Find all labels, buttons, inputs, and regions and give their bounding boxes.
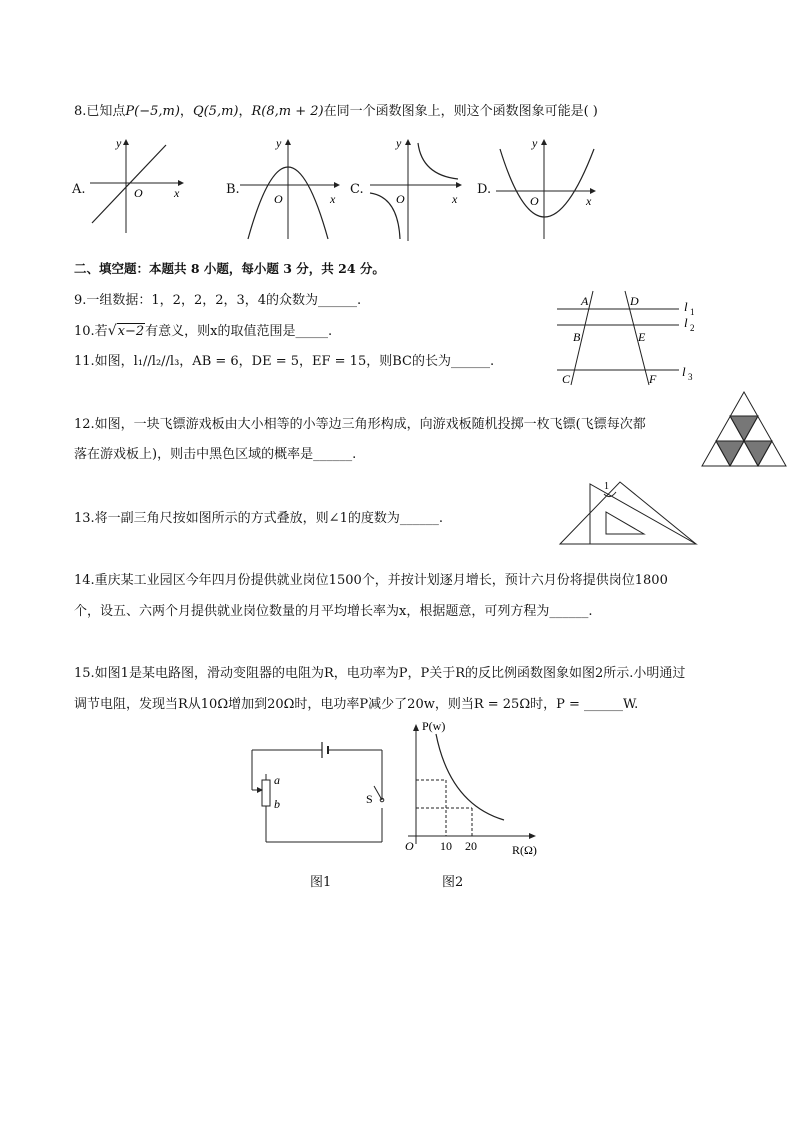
graph-origin-label: O <box>405 839 414 853</box>
q8-suffix: 在同一个函数图象上，则这个函数图象可能是( ) <box>323 104 598 119</box>
a-x-label: x <box>174 186 180 200</box>
q12-line2: 落在游戏板上)，则击中黑色区域的概率是______. <box>74 447 357 462</box>
point-q: Q(5,m) <box>192 104 239 119</box>
q8-text: 8.已知点P(−5,m)，Q(5,m)，R(8,m + 2)在同一个函数图象上，则这个函数图象可能是( ) <box>74 104 598 119</box>
option-c-label: C. <box>350 182 364 197</box>
angle-1-label: 1 <box>604 481 609 492</box>
q14-line2: 个，设五、六两个月提供就业岗位数量的月平均增长率为x，根据题意，可列方程为______. <box>74 604 593 619</box>
graph-tick-20: 20 <box>465 839 477 853</box>
resistor-a-label: a <box>274 773 280 787</box>
label-f: F <box>649 372 657 386</box>
label-l2-sub: 2 <box>690 323 695 333</box>
q8-prefix: 8.已知点 <box>74 104 126 119</box>
q11-parallel-lines-figure <box>555 285 705 390</box>
q10-text <box>74 322 332 341</box>
label-e: E <box>638 330 646 344</box>
a-y-label: y <box>116 136 122 150</box>
c-origin-label: O <box>396 192 405 206</box>
q13-text: 13.将一副三角尺按如图所示的方式叠放，则∠1的度数为______. <box>74 511 443 526</box>
figure-1-caption: 图1 <box>310 875 332 890</box>
b-x-label: x <box>330 192 336 206</box>
q15-line1: 15.如图1是某电路图，滑动变阻器的电阻为R，电功率为P，P关于R的反比例函数图象如图2所示.小明通过 <box>74 666 686 681</box>
label-l2: l <box>684 315 688 330</box>
q10-prefix: 10.若 <box>74 324 108 339</box>
label-a: A <box>581 294 589 308</box>
q15-line2: 调节电阻，发现当R从10Ω增加到20Ω时，电功率P减少了20w，则当R = 25Ω时，P = ______W. <box>74 697 639 712</box>
graph-y-label: P(w) <box>422 719 446 733</box>
option-d-label: D. <box>477 182 492 197</box>
d-origin-label: O <box>530 194 539 208</box>
label-d: D <box>630 294 639 308</box>
sqrt-sign: √ <box>107 323 117 339</box>
label-l3-sub: 3 <box>688 372 693 382</box>
q14-line1: 14.重庆某工业园区今年四月份提供就业岗位1500个，并按计划逐月增长，预计六月份将提供岗位1800 <box>74 573 668 588</box>
label-c: C <box>562 372 571 386</box>
switch-s-label: S <box>366 792 373 806</box>
power-resistance-graph <box>398 714 548 859</box>
graph-tick-10: 10 <box>440 839 452 853</box>
b-origin-label: O <box>274 192 283 206</box>
label-l3: l <box>682 364 686 379</box>
option-a-label: A. <box>72 182 86 197</box>
resistor-b-label: b <box>274 797 280 811</box>
option-a-graph <box>88 135 188 235</box>
q13-set-squares-figure <box>558 478 700 548</box>
point-r: R(8,m + 2) <box>251 104 324 119</box>
label-l1-sub: 1 <box>690 307 695 317</box>
option-c-graph <box>368 135 468 245</box>
label-b: B <box>573 330 581 344</box>
section-title: 二、填空题：本题共 8 小题，每小题 3 分，共 24 分。 <box>74 261 385 276</box>
label-l1: l <box>684 299 688 314</box>
graph-x-label: R(Ω) <box>512 843 537 857</box>
option-d-graph <box>494 135 604 245</box>
circuit-diagram <box>250 738 390 846</box>
a-origin-label: O <box>134 186 143 200</box>
sqrt-radicand: x−2 <box>117 324 145 339</box>
option-b-graph <box>238 135 348 245</box>
d-y-label: y <box>532 136 538 150</box>
q11-text: 11.如图，l₁//l₂//l₃，AB = 6，DE = 5，EF = 15，则BC的长为______. <box>74 354 495 369</box>
q10-suffix: 有意义，则x的取值范围是_____. <box>145 324 333 339</box>
figure-2-caption: 图2 <box>442 875 464 890</box>
q9-text: 9.一组数据：1，2，2，2，3，4的众数为______. <box>74 293 362 308</box>
option-b-label: B. <box>226 182 240 197</box>
point-p: P(−5,m) <box>125 104 180 119</box>
q12-dartboard-figure <box>700 390 790 470</box>
c-y-label: y <box>396 136 402 150</box>
q12-line1: 12.如图，一块飞镖游戏板由大小相等的小等边三角形构成，向游戏板随机投掷一枚飞镖(飞镖每次都 <box>74 417 646 432</box>
b-y-label: y <box>276 136 282 150</box>
c-x-label: x <box>452 192 458 206</box>
d-x-label: x <box>586 194 592 208</box>
